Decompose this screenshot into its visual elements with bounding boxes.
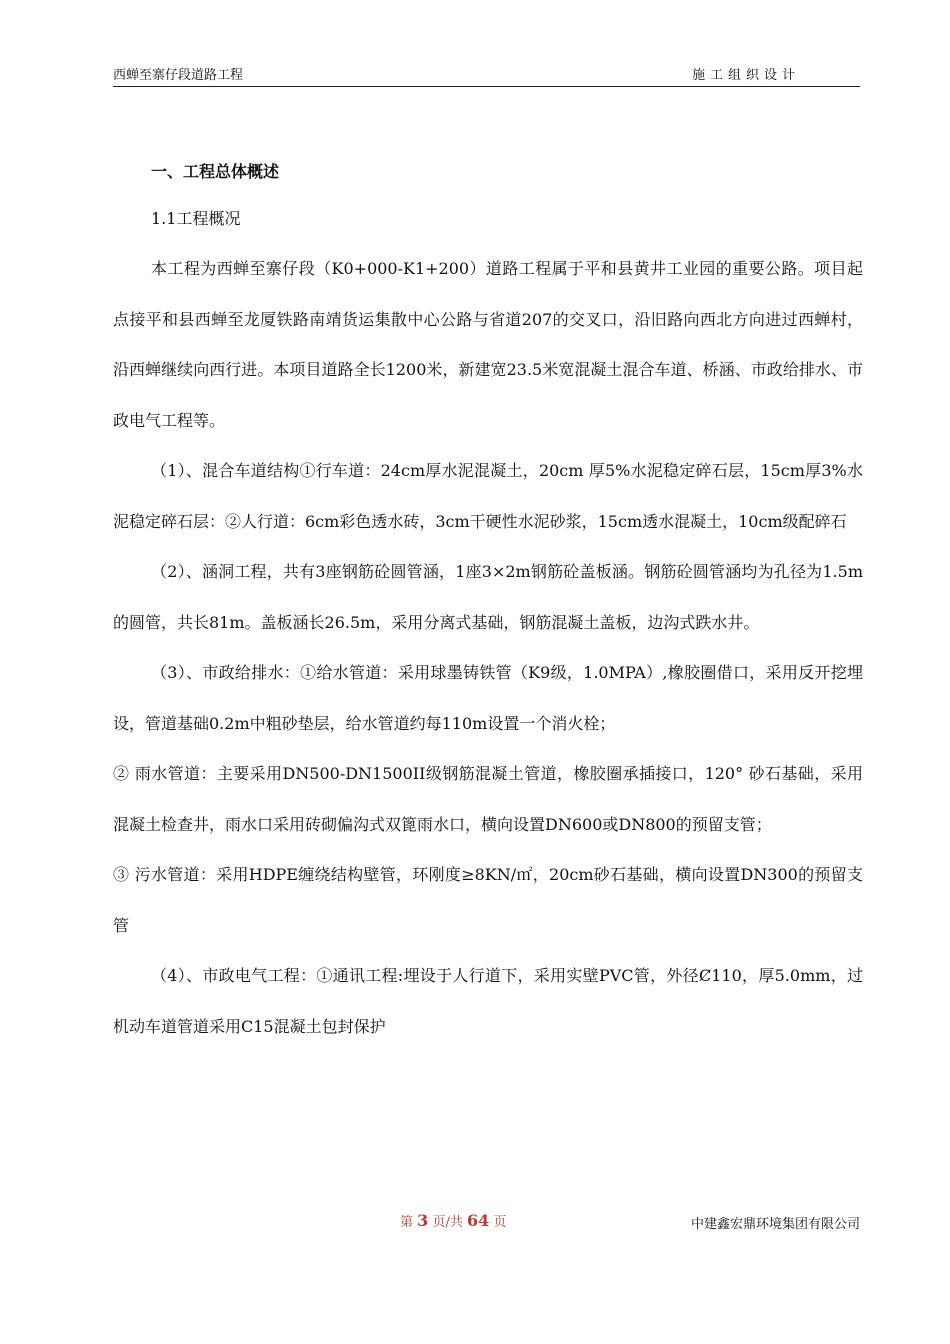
page-number: 第 3 页/共 64 页 <box>400 1211 507 1230</box>
header-project-title: 西蝉至寨仔段道路工程 <box>113 68 244 83</box>
paragraph-water-supply: （3）、市政给排水：①给水管道：采用球墨铸铁管（K9级，1.0MPA）,橡胶圈借口，采用反开挖埋设，管道基础0.2m中粗砂垫层，给水管道约每110m设置一个消火栓； <box>113 663 863 733</box>
paragraph-overview: 本工程为西蝉至寨仔段（K0+000-K1+200）道路工程属于平和县黄井工业园的重要公路。项目起点接平和县西蝉至龙厦铁路南靖货运集散中心公路与省道207的交叉口，沿旧路向西北方向进过西蝉村，沿西蝉继续向西行进。本项目道路全长1200米，新建宽23.5米宽混凝土混合车道、桥涵、市政给排水、市政电气工程等。 <box>113 259 863 430</box>
section-title: 一、工程总体概述 <box>151 162 280 181</box>
subsection-title: 1.1工程概况 <box>151 209 241 228</box>
page-header <box>113 64 860 87</box>
page-footer <box>0 1208 950 1238</box>
total-pages: 64 <box>466 1211 490 1230</box>
paragraph-culvert: （2）、涵洞工程，共有3座钢筋砼圆管涵，1座3×2m钢筋砼盖板涵。钢筋砼圆管涵均为孔径为1.5m的圆管，共长81m。盖板涵长26.5m，采用分离式基础，钢筋混凝土盖板，边沟式跌水井。 <box>113 562 863 632</box>
paragraph-sewage: ③ 污水管道：采用HDPE缠绕结构壁管，环刚度≥8KN/㎡，20cm砂石基础，横向设置DN300的预留支管 <box>113 865 863 935</box>
company-name: 中建鑫宏鼎环境集团有限公司 <box>690 1217 860 1232</box>
header-doc-type: 施工组织设计 <box>691 68 800 83</box>
paragraph-electrical: （4）、市政电气工程：①通讯工程:埋设于人行道下，采用实壁PVC管，外径Ȼ110，厚5.0mm，过机动车道管道采用C15混凝土包封保护 <box>113 966 863 1036</box>
document-body <box>113 150 863 1052</box>
paragraph-lane-structure: （1）、混合车道结构①行车道：24cm厚水泥混凝土，20cm 厚5%水泥稳定碎石层，15cm厚3%水泥稳定碎石层：②人行道：6cm彩色透水砖，3cm干硬性水泥砂浆，15cm透水混凝土，10cm级配碎石 <box>113 461 863 531</box>
paragraph-rainwater: ② 雨水管道：主要采用DN500-DN1500II级钢筋混凝土管道，橡胶圈承插接口，120° 砂石基础，采用混凝土检查井，雨水口采用砖砌偏沟式双篦雨水口，横向设置DN600或DN800的预留支管； <box>113 764 863 834</box>
current-page: 3 <box>417 1211 429 1230</box>
